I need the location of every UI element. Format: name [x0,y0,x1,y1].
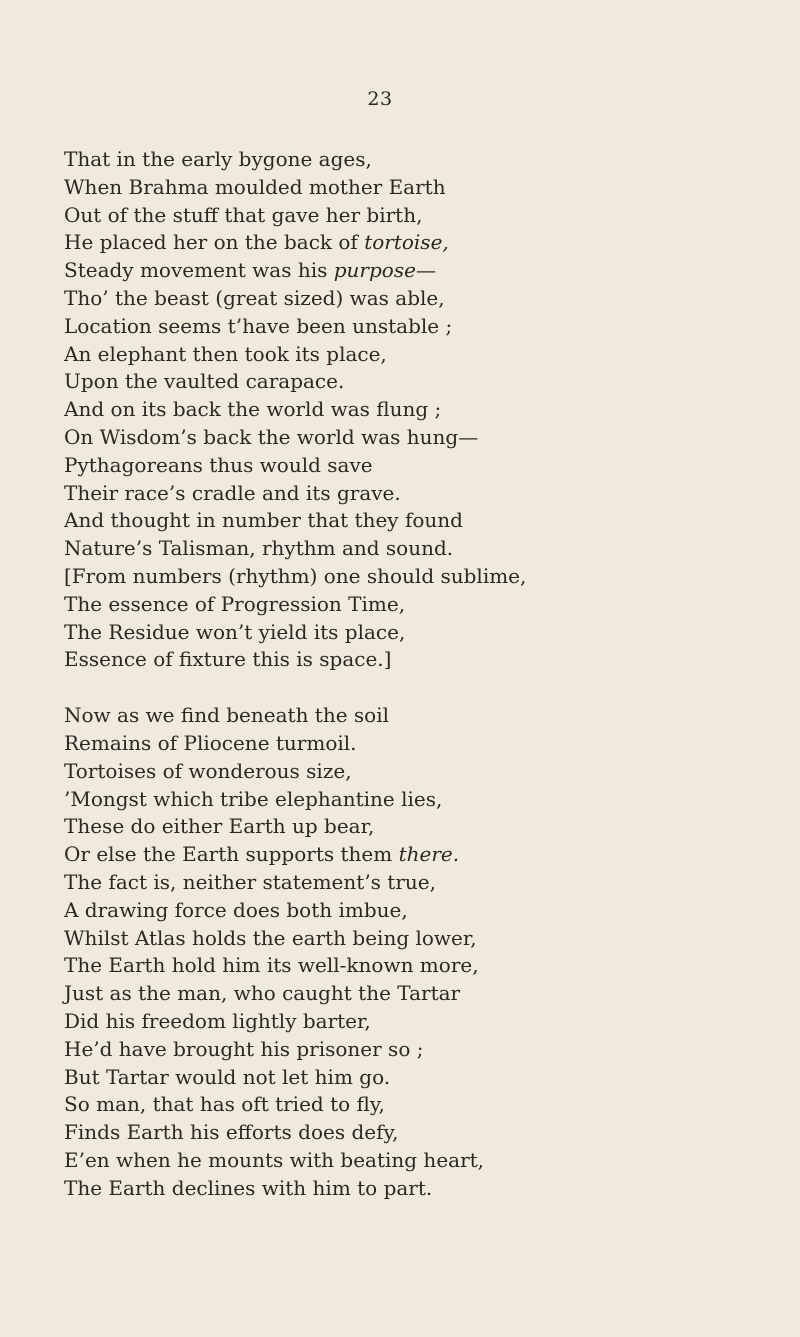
line-text: That in the early bygone ages, [64,147,372,171]
line-text: A drawing force does both imbue, [64,897,408,922]
line-text: Just as the man, who caught the Tartar [64,981,461,1006]
line-text: The Earth declines with him to part. [64,1175,433,1200]
line-text: On Wisdom’s back the world was hung— [64,424,479,449]
poem-line [64,591,764,619]
poem-line [64,1119,764,1147]
line-text: Or else the Earth supports them [64,842,399,867]
stanza [64,702,764,1202]
line-text: Nature’s Talisman, rhythm and sound. [64,536,454,561]
poem-line [64,452,764,480]
line-text: E’en when he mounts with beating heart, [64,1147,485,1172]
poem-line [64,202,764,230]
line-text: Essence of fixture this is space.] [64,647,392,672]
poem-line [64,285,764,313]
line-text: He placed her on the back of [64,230,365,255]
poem-line [64,368,764,396]
line-text: The Residue won’t yield its place, [64,619,406,644]
poem-line [64,535,764,563]
poem-line [64,925,764,953]
page-number: 23 [367,88,393,110]
line-text: These do either Earth up bear, [64,814,375,839]
poem-line [64,396,764,424]
poem-line [64,480,764,508]
line-text: Steady movement was his [64,258,334,283]
line-text: An elephant then took its place, [64,341,387,366]
poem-line [64,341,764,369]
line-text: So man, that has oft tried to fly, [64,1092,385,1117]
poem-line [64,507,764,535]
line-text: And on its back the world was flung ; [64,397,442,422]
poem-body [64,146,764,1202]
poem-line [64,730,764,758]
line-text: Remains of Pliocene turmoil. [64,730,357,755]
line-text: The fact is, neither statement’s true, [64,869,436,894]
poem-line [64,980,764,1008]
line-text: Tortoises of wonderous size, [64,758,352,783]
italic-text: there. [398,842,460,867]
line-text: Pythagoreans thus would save [64,452,373,477]
poem-line [64,952,764,980]
poem-line [64,786,764,814]
poem-line [64,841,764,869]
poem-line [64,257,764,285]
line-text: Their race’s cradle and its grave. [64,480,401,505]
poem-line [64,702,764,730]
poem-line [64,1147,764,1175]
line-text: But Tartar would not let him go. [64,1064,391,1089]
poem-line [64,1175,764,1203]
line-text: The essence of Progression Time, [64,591,406,616]
poem-line [64,1091,764,1119]
poem-line [64,1064,764,1092]
line-text: Did his freedom lightly barter, [64,1008,371,1033]
poem-line [64,758,764,786]
poem-line [64,897,764,925]
poem-line [64,229,764,257]
poem-line [64,869,764,897]
line-text: Out of the stuff that gave her birth, [64,202,423,227]
line-text: Finds Earth his efforts does defy, [64,1120,399,1145]
poem-line [64,813,764,841]
line-text: ’Mongst which tribe elephantine lies, [64,786,443,811]
line-text: Now as we find beneath the soil [64,703,390,728]
line-text: The Earth hold him its well-known more, [64,953,479,978]
poem-line [64,424,764,452]
poem-line [64,1036,764,1064]
line-text: When Brahma moulded mother Earth [64,174,446,199]
line-text: Upon the vaulted carapace. [64,369,345,394]
line-text: And thought in number that they found [64,508,463,533]
poem-line [64,646,764,674]
poem-line [64,313,764,341]
line-text: [From numbers (rhythm) one should sublime, [64,563,527,588]
poem-line [64,619,764,647]
line-text: He’d have brought his prisoner so ; [64,1036,424,1061]
italic-text: tortoise, [364,230,449,255]
line-text: — [415,258,436,283]
line-text: Location seems t’have been unstable ; [64,313,453,338]
stanza [64,146,764,674]
poem-line [64,563,764,591]
poem-line [64,146,764,174]
line-text: Whilst Atlas holds the earth being lower, [64,925,477,950]
poem-line [64,174,764,202]
line-text: Tho’ the beast (great sized) was able, [64,285,445,310]
poem-line [64,1008,764,1036]
italic-text: purpose [333,258,416,283]
